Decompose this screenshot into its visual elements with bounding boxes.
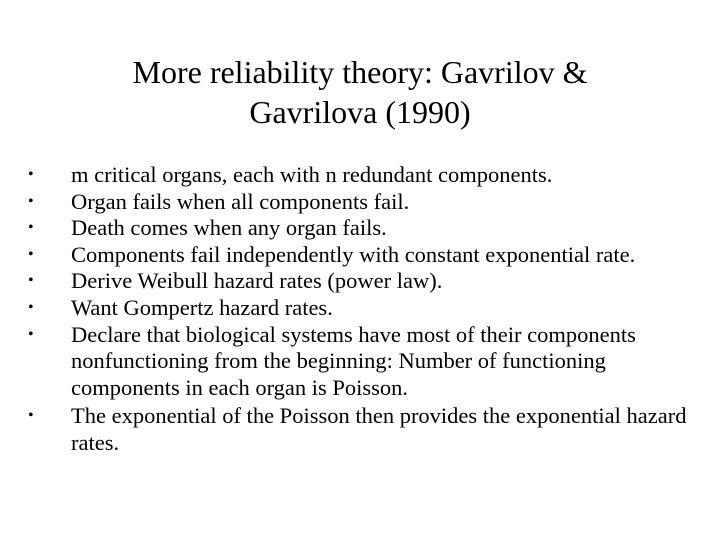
bullet-text-2: Organ fails when all components fail. xyxy=(71,188,410,214)
slide-title-line-2: Gavrilova (1990) xyxy=(249,94,471,130)
bullet-item-7 xyxy=(28,322,698,402)
bullet-text-8: The exponential of the Poisson then provides the exponential hazard rates. xyxy=(71,403,687,455)
bullet-text-1: m critical organs, each with n redundant components. xyxy=(71,162,553,187)
bullet-item-3 xyxy=(28,215,698,242)
slide-title-line-1: More reliability theory: Gavrilov & xyxy=(132,54,588,90)
bullet-item-4 xyxy=(28,242,698,269)
bullet-text-6: Want Gompertz hazard rates. xyxy=(71,294,333,320)
bullet-list xyxy=(28,162,698,457)
bullet-icon: • xyxy=(28,166,34,183)
bullet-item-2 xyxy=(28,189,698,216)
bullet-text-3: Death comes when any organ fails. xyxy=(71,215,387,241)
bullet-text-4: Components fail independently with constant exponential rate. xyxy=(71,241,636,267)
slide-title xyxy=(60,52,660,132)
bullet-icon: • xyxy=(28,325,34,343)
bullet-text-7: Declare that biological systems have most of their components nonfunctioning from the beginning: Number of functioning components in each organ is Poisson. xyxy=(71,321,636,400)
bullet-icon: • xyxy=(28,192,34,210)
bullet-item-8 xyxy=(28,403,698,456)
bullet-item-1 xyxy=(28,162,698,189)
bullet-icon: • xyxy=(28,245,34,263)
bullet-icon: • xyxy=(28,407,34,425)
bullet-text-5: Derive Weibull hazard rates (power law). xyxy=(71,268,443,294)
bullet-icon: • xyxy=(28,272,34,290)
bullet-icon: • xyxy=(28,298,34,316)
bullet-icon: • xyxy=(28,219,34,237)
bullet-item-5 xyxy=(28,268,698,295)
bullet-item-6 xyxy=(28,295,698,322)
